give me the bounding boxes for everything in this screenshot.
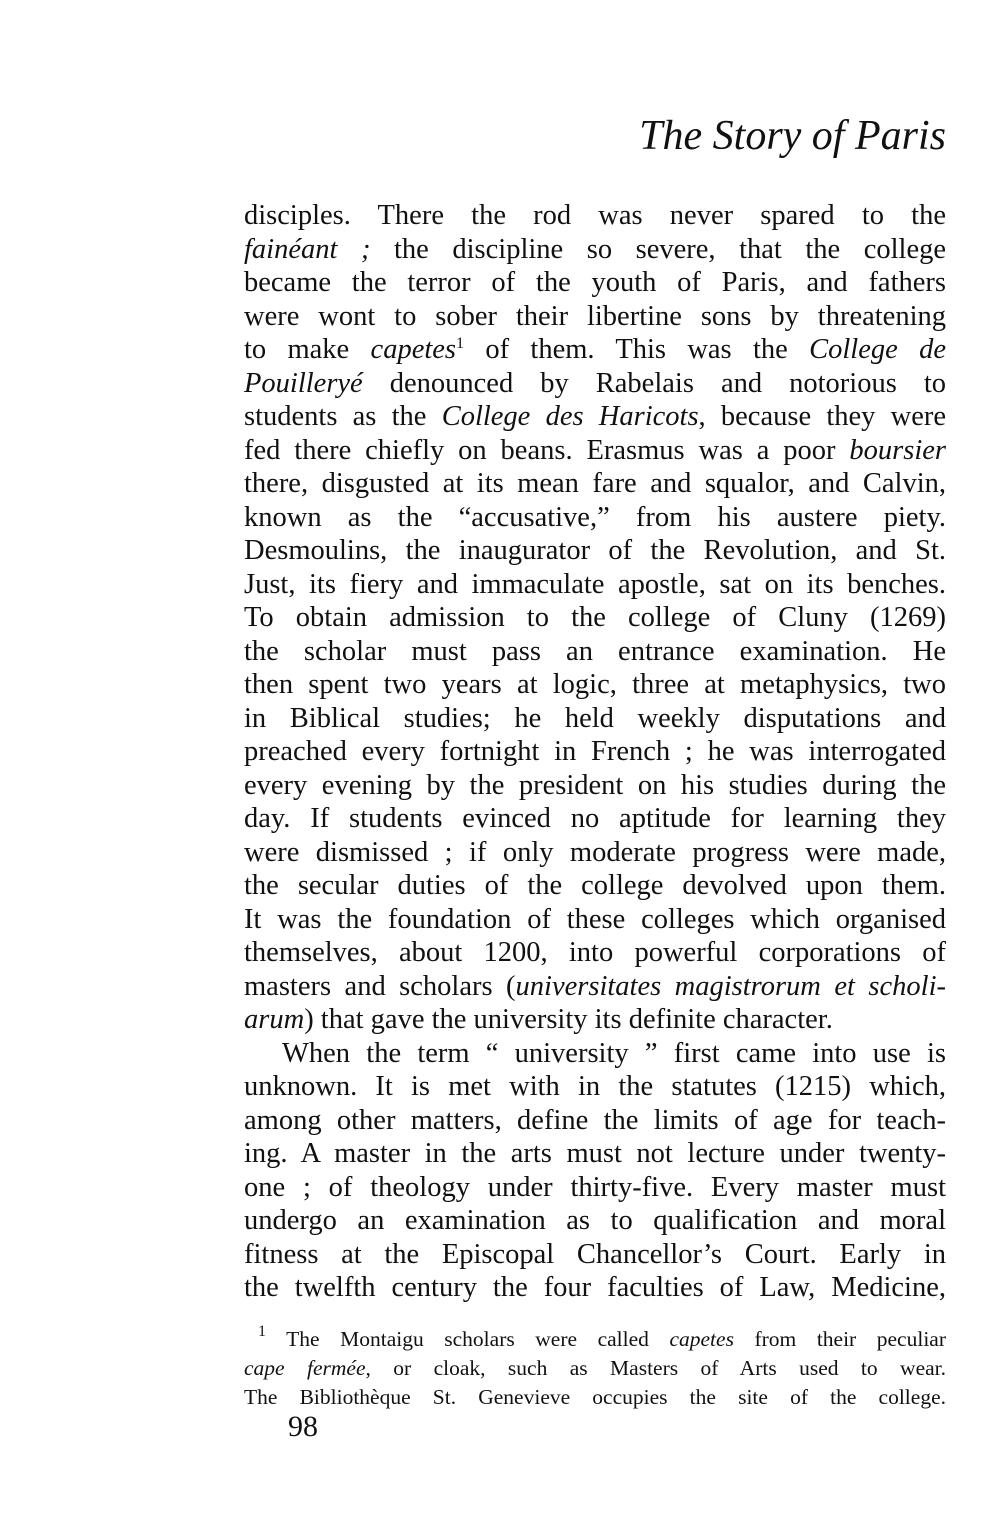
italic-text: College des Haricots bbox=[441, 401, 699, 432]
text-line bbox=[244, 467, 946, 501]
footnote-marker: 1 bbox=[258, 1323, 266, 1340]
text-span: unknown. It is met with in the statutes (1215) which, bbox=[244, 1071, 946, 1102]
text-line bbox=[244, 635, 946, 669]
text-line bbox=[244, 769, 946, 803]
italic-text: arum bbox=[244, 1004, 305, 1035]
footnote-line bbox=[244, 1325, 946, 1354]
text-span: To obtain admission to the college of Cluny (1269) bbox=[244, 602, 946, 633]
text-line bbox=[244, 1137, 946, 1171]
italic-text: boursier bbox=[849, 434, 946, 466]
italic-text: universitates magistrorum et scholi- bbox=[515, 970, 946, 1002]
text-span: When the term “ university ” first came into use is bbox=[282, 1037, 946, 1069]
text-line bbox=[244, 869, 946, 903]
text-span: among other matters, define the limits of age for teach- bbox=[244, 1104, 946, 1136]
text-span: Just, its fiery and immaculate apostle, sat on its benches. bbox=[244, 568, 946, 600]
text-span: fed there chiefly on beans. Erasmus was a poor bbox=[244, 434, 850, 466]
text-line bbox=[244, 367, 946, 401]
text-span: masters and scholars ( bbox=[244, 970, 516, 1002]
footnote bbox=[244, 1325, 946, 1412]
text-line bbox=[244, 702, 946, 736]
text-span: of them. This was the bbox=[464, 334, 810, 365]
text-span: preached every fortnight in French ; he was interrogated bbox=[244, 736, 946, 767]
footnote-line bbox=[244, 1383, 946, 1412]
text-line bbox=[244, 1271, 946, 1305]
text-span: The Bibliothèque St. Genevieve occupies the site of the college. bbox=[244, 1385, 946, 1409]
text-span: were dismissed ; if only moderate progress were made, bbox=[244, 836, 946, 868]
text-line bbox=[244, 970, 946, 1004]
body-text bbox=[244, 199, 946, 1305]
italic-text: capetes bbox=[370, 334, 457, 365]
text-line bbox=[244, 1104, 946, 1138]
text-span: themselves, about 1200, into powerful corporations of bbox=[244, 937, 946, 968]
text-line bbox=[244, 1171, 946, 1205]
text-line bbox=[244, 434, 946, 468]
text-span: undergo an examination as to qualification and moral bbox=[244, 1205, 946, 1236]
text-span: , because they were bbox=[698, 401, 946, 432]
text-span: to make bbox=[244, 334, 371, 365]
text-line bbox=[244, 333, 946, 367]
text-span: became the terror of the youth of Paris, and fathers bbox=[244, 267, 946, 298]
text-line bbox=[244, 300, 946, 334]
italic-text: cape fermée bbox=[244, 1356, 366, 1380]
text-line bbox=[244, 836, 946, 870]
text-line bbox=[244, 1238, 946, 1272]
text-span: there, disgusted at its mean fare and squalor, and Calvin, bbox=[244, 468, 946, 499]
running-header: The Story of Paris bbox=[639, 113, 946, 159]
text-line bbox=[244, 534, 946, 568]
text-span: in Biblical studies; he held weekly disputations and bbox=[244, 702, 946, 734]
text-span: It was the foundation of these colleges which organised bbox=[244, 903, 946, 935]
text-span: denounced by Rabelais and notorious to bbox=[362, 367, 946, 399]
text-line bbox=[244, 1037, 946, 1071]
text-span: the scholar must pass an entrance examination. He bbox=[244, 635, 946, 667]
text-span: ) that gave the university its definite character. bbox=[304, 1004, 833, 1035]
italic-text: College de bbox=[809, 334, 946, 365]
text-span: , or cloak, such as Masters of Arts used to wear. bbox=[365, 1356, 946, 1380]
text-span: the discipline so severe, that the college bbox=[370, 233, 946, 265]
page-number: 98 bbox=[288, 1410, 318, 1443]
text-line bbox=[244, 601, 946, 635]
text-span: from their peculiar bbox=[733, 1327, 946, 1351]
text-span: then spent two years at logic, three at metaphysics, two bbox=[244, 669, 946, 700]
text-line bbox=[244, 903, 946, 937]
text-span: known as the “accusative,” from his austere piety. bbox=[244, 501, 946, 533]
italic-text: capetes bbox=[669, 1327, 734, 1351]
text-span: every evening by the president on his studies during the bbox=[244, 769, 946, 801]
text-span: The Montaigu scholars were called bbox=[266, 1327, 670, 1351]
footnote-marker: 1 bbox=[456, 335, 465, 352]
text-span: day. If students evinced no aptitude for learning they bbox=[244, 803, 946, 834]
text-span: the secular duties of the college devolved upon them. bbox=[244, 870, 946, 901]
text-span: Desmoulins, the inaugurator of the Revolution, and St. bbox=[244, 535, 946, 566]
text-line bbox=[244, 233, 946, 267]
italic-text: fainéant ; bbox=[244, 233, 371, 265]
text-line bbox=[244, 199, 946, 233]
text-line bbox=[244, 668, 946, 702]
text-line bbox=[244, 266, 946, 300]
text-line bbox=[244, 501, 946, 535]
text-line bbox=[244, 1070, 946, 1104]
text-span: one ; of theology under thirty-five. Every master must bbox=[244, 1171, 946, 1203]
text-line bbox=[244, 735, 946, 769]
text-line bbox=[244, 936, 946, 970]
text-span: the twelfth century the four faculties of Law, Medicine, bbox=[244, 1272, 946, 1303]
text-line bbox=[244, 1003, 946, 1037]
footnote-line bbox=[244, 1354, 946, 1383]
text-span: ing. A master in the arts must not lecture under twenty- bbox=[244, 1138, 946, 1169]
text-span: students as the bbox=[244, 401, 442, 432]
italic-text: Pouilleryé bbox=[244, 367, 363, 399]
text-line bbox=[244, 802, 946, 836]
text-line bbox=[244, 400, 946, 434]
text-span: were wont to sober their libertine sons by threatening bbox=[244, 300, 946, 332]
text-span: disciples. There the rod was never spared to the bbox=[244, 200, 946, 231]
text-line bbox=[244, 568, 946, 602]
text-line bbox=[244, 1204, 946, 1238]
text-span: fitness at the Episcopal Chancellor’s Court. Early in bbox=[244, 1238, 946, 1270]
